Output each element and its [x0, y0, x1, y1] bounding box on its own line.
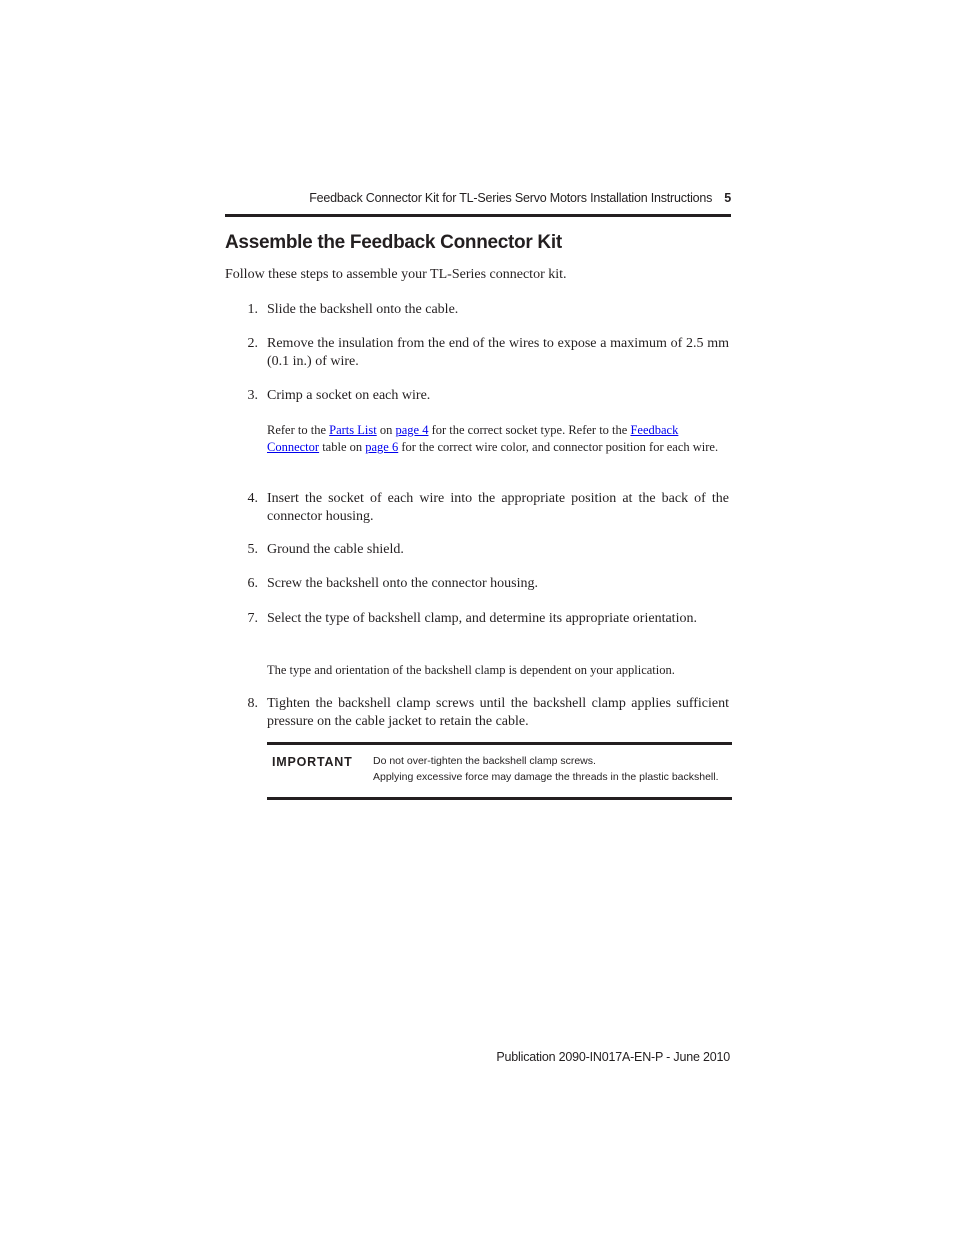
step-text: Screw the backshell onto the connector housing. — [267, 576, 538, 591]
step-number: 8. — [247, 696, 258, 711]
running-header — [225, 191, 731, 205]
important-line-2: Applying excessive force may damage the threads in the plastic backshell. — [373, 771, 719, 783]
note-text: for the correct wire color, and connector position for each wire. — [398, 440, 719, 454]
header-rule — [225, 214, 731, 217]
step-3-note — [267, 422, 729, 456]
important-callout — [267, 742, 732, 800]
step-number: 1. — [247, 302, 258, 317]
step-text: Tighten the backshell clamp screws until the backshell clamp applies sufficient pressure on the cable jacket to retain the cable. — [267, 696, 729, 729]
step-text: Remove the insulation from the end of the wires to expose a maximum of 2.5 mm (0.1 in.) of wire. — [267, 336, 729, 369]
parts-list-link[interactable]: Parts List — [329, 423, 377, 437]
step-text: Insert the socket of each wire into the appropriate position at the back of the connector housing. — [267, 491, 729, 524]
page-number: 5 — [724, 191, 731, 205]
note-text: on — [376, 423, 396, 437]
step-number: 3. — [247, 388, 258, 403]
step-text: Ground the cable shield. — [267, 542, 404, 557]
publication-footer: Publication 2090-IN017A-EN-P - June 2010 — [496, 1050, 730, 1064]
step-text: Slide the backshell onto the cable. — [267, 302, 459, 317]
important-text — [373, 753, 719, 785]
note-text: for the correct socket type. Refer to the — [428, 423, 631, 437]
note-text: Refer to the — [267, 423, 330, 437]
intro-text: Follow these steps to assemble your TL-Series connector kit. — [225, 267, 567, 282]
step-number: 5. — [247, 542, 258, 557]
page-6-link[interactable]: page 6 — [365, 440, 399, 454]
step-7-note: The type and orientation of the backshell clamp is dependent on your application. — [267, 663, 675, 677]
step-text: Crimp a socket on each wire. — [267, 388, 431, 403]
note-text: table on — [319, 440, 366, 454]
step-number: 2. — [247, 336, 258, 351]
step-number: 4. — [247, 491, 258, 506]
important-line-1: Do not over-tighten the backshell clamp screws. — [373, 755, 596, 767]
step-number: 7. — [247, 611, 258, 626]
section-heading: Assemble the Feedback Connector Kit — [225, 232, 562, 253]
page-4-link[interactable]: page 4 — [395, 423, 429, 437]
important-label: IMPORTANT — [272, 755, 353, 769]
feedback-connector-link[interactable]: Feedback Connector — [267, 423, 679, 454]
step-number: 6. — [247, 576, 258, 591]
step-text: Select the type of backshell clamp, and determine its appropriate orientation. — [267, 611, 697, 626]
header-title: Feedback Connector Kit for TL-Series Servo Motors Installation Instructions — [309, 191, 713, 205]
